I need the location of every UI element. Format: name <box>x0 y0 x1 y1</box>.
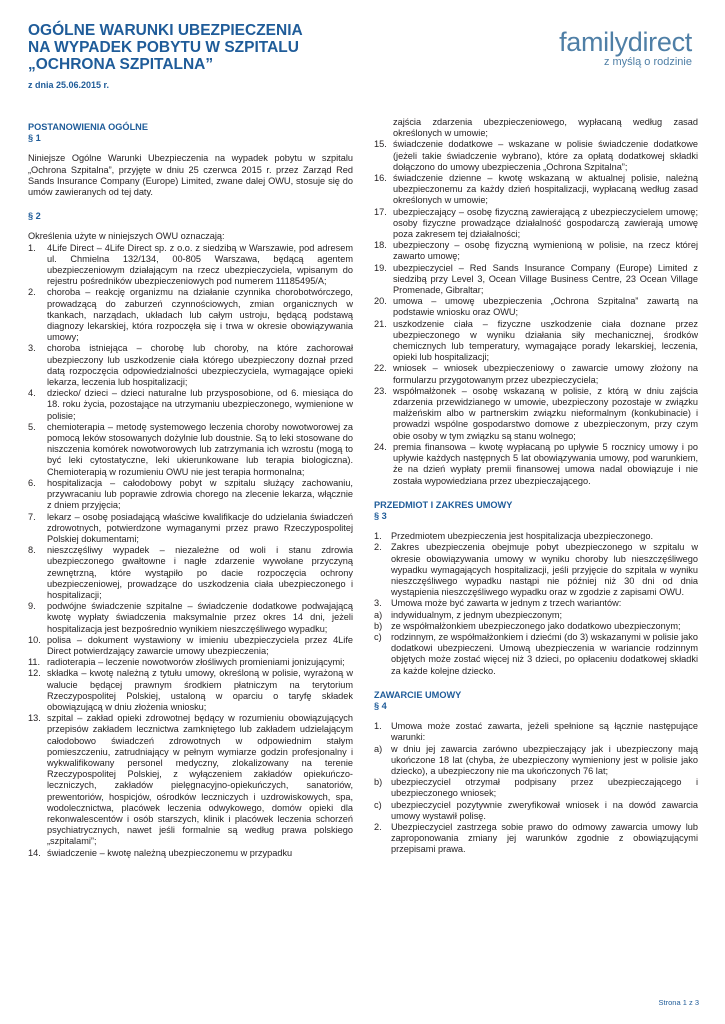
item-number: 5. <box>28 421 36 432</box>
title-line: „OCHRONA SZPITALNA” <box>28 56 214 73</box>
item-number: 4. <box>28 388 36 399</box>
item-text: Ubezpieczyciel zastrzega sobie prawo do odmowy zawarcia umowy lub zaproponowania zmiany jej warunków zgodnie z obowiązującymi przepisami prawa. <box>391 821 698 855</box>
section-heading: PRZEDMIOT I ZAKRES UMOWY <box>374 499 513 510</box>
item-number: 3. <box>28 343 36 354</box>
section4-list <box>374 721 698 855</box>
list-item <box>28 635 353 657</box>
item-number: 2. <box>28 287 36 298</box>
list-item <box>28 848 353 859</box>
item-text: ze współmałżonkiem ubezpieczonego jako dodatkowo ubezpieczonym; <box>391 620 681 631</box>
item-text: hospitalizacja – całodobowy pobyt w szpitalu służący zachowaniu, przywracaniu lub poprawie zdrowia chorego na zlecenie lekarza, włącznie z dniem przyjęcia; <box>47 477 353 511</box>
item-text: świadczenie – kwotę należną ubezpieczonemu w przypadku <box>47 847 293 858</box>
item-number: 20. <box>374 296 387 307</box>
item-text: ubezpieczyciel otrzymał podpisany przez ubezpieczającego i ubezpieczonego wniosek; <box>391 777 698 799</box>
item-number: 1. <box>374 721 382 732</box>
logo-name: familydirect <box>559 27 692 57</box>
item-number: a) <box>374 609 383 620</box>
item-number: 18. <box>374 240 387 251</box>
list-item <box>374 777 698 799</box>
list-item <box>374 632 698 677</box>
list-item <box>28 512 353 546</box>
item-text: indywidualnym, z jednym ubezpieczonym; <box>391 609 563 620</box>
item-number: 10. <box>28 634 41 645</box>
item-number: 21. <box>374 318 387 329</box>
list-item <box>28 713 353 847</box>
list-item <box>28 545 353 601</box>
list-item <box>374 721 698 743</box>
item-number: 1. <box>374 531 382 542</box>
page-number: Strona 1 z 3 <box>658 998 699 1007</box>
list-item <box>28 287 353 343</box>
item-number: 15. <box>374 139 387 150</box>
list-item <box>374 610 698 621</box>
definitions-list-continued <box>374 139 698 486</box>
list-item <box>28 668 353 713</box>
document-date: z dnia 25.06.2015 r. <box>28 80 110 90</box>
list-item <box>374 542 698 598</box>
list-item <box>374 207 698 241</box>
definitions-list <box>28 243 353 859</box>
item-text: Przedmiotem ubezpieczenia jest hospitalizacja ubezpieczonego. <box>391 531 653 542</box>
list-item <box>374 363 698 385</box>
list-item <box>374 598 698 609</box>
item-number: 9. <box>28 601 36 612</box>
item-number: 2. <box>374 821 382 832</box>
item-number: 23. <box>374 385 387 396</box>
item-text: rodzinnym, ze współmałżonkiem i dziećmi (do 3) wskazanymi w polisie jako dodatkowi ubezpieczeni. Umową ubezpieczenia w wariancie rodzinnym objętych może zostać więcej niż 3 dzieci, po opłaceniu dodatkowej składki za każde kolejne dziecko. <box>391 631 698 676</box>
item-number: b) <box>374 620 383 631</box>
item-text: choroba istniejąca – chorobę lub choroby, na które zachorował ubezpieczony lub uszkodzenie ciała którego ubezpieczony doznał przed datą rozpoczęcia odpowiedzialności ubezpieczyciela, wymagające opieki lekarza, leczenia lub hospitalizacji; <box>47 343 353 388</box>
left-column <box>28 122 353 859</box>
item-number: 17. <box>374 206 387 217</box>
item-number: 2. <box>374 542 382 553</box>
item-text: dziecko/ dzieci – dzieci naturalne lub przysposobione, od 6. miesiąca do 18. roku życia, pozostające na utrzymaniu ubezpieczonego, wymienione w polisie; <box>47 388 353 421</box>
paragraph-number: § 4 <box>374 700 387 711</box>
item-number: 6. <box>28 477 36 488</box>
list-item <box>374 442 698 487</box>
list-item <box>374 744 698 778</box>
item-text: świadczenie dzienne – kwotę wskazaną w aktualnej polisie, należną ubezpieczonemu za każdy dzień hospitalizacji, wypłacaną według zasad określonych w umowie; <box>393 173 698 206</box>
item-number: 24. <box>374 441 387 452</box>
item-text: w dniu jej zawarcia zarówno ubezpieczający jak i ubezpieczony mają ukończone 18 lat (chyba, że ubezpieczony wymieniony jest w polisie jako dziecko), a ubezpieczony nie ma ukończonych 76 lat; <box>391 743 698 776</box>
paragraph-number: § 1 <box>28 133 41 144</box>
item-number: 3. <box>374 598 382 609</box>
paragraph-number: § 2 <box>28 211 41 222</box>
list-item <box>374 319 698 364</box>
item-text: ubezpieczyciel – Red Sands Insurance Company (Europe) Limited z siedzibą przy Level 3, Ocean Village Business Centre, 23 Ocean Village Promenade, Gibraltar; <box>393 262 698 296</box>
item-text: choroba – reakcję organizmu na działanie czynnika chorobotwórczego, prowadzącą do zaburzeń czynnościowych, zmian organicznych w tkankach, narządach, układach lub całym ustroju, będącą podstawą diagnozy lekarskiej, która rozpoczęła się i trwa w okresie obowiązywania umowy; <box>47 287 353 343</box>
item-text: polisa – dokument wystawiony w imieniu ubezpieczyciela przez 4Life Direct potwierdzający zawarcie umowy ubezpieczenia; <box>47 634 353 656</box>
brand-logo <box>530 28 692 68</box>
item-text: ubezpieczyciel pozytywnie zweryfikował wniosek i na dowód zawarcia umowy wystawił polisę. <box>391 799 698 821</box>
item-text: chemioterapia – metodę systemowego leczenia choroby nowotworowej za pomocą leków stosowanych dożylnie lub doustnie. Są to leki stosowane do niszczenia komórek nowotworowych lub zatrzymania ich wzrostu (mogą to być leki cytostatyczne, leki ukierunkowane lub terapia biologiczna). Chemioterapią w rozumieniu OWU nie jest terapia hormonalna; <box>47 421 353 477</box>
item-number: a) <box>374 743 383 754</box>
document-title <box>28 22 348 73</box>
list-item <box>374 386 698 442</box>
section-heading: ZAWARCIE UMOWY <box>374 689 462 700</box>
item-text: radioterapia – leczenie nowotworów złośliwych promieniami jonizującymi; <box>47 657 345 668</box>
item-number: 13. <box>28 713 41 724</box>
item-text: szpital – zakład opieki zdrowotnej będący w rozumieniu obowiązujących przepisów zakładem lecznictwa zamkniętego lub zakładem udzielającym całodobowo świadczeń zdrowotnych w odpowiednim stałym pomieszczeniu, zatrudniający w pełnym wymiarze godzin profesjonalny i wykwalifikowany personel medyczny, zlokalizowany na terenie Rzeczypospolitej Polskiej, z wyłączeniem zakładów opiekuńczo-leczniczych, zakładów pielęgnacyjno-opiekuńczych, sanatoriów, prewentoriów, hospicjów, ośrodków leczniczych i uzdrowiskowych, spa, wodolecznictwa, placówek leczenia odwykowego, domów opieki dla rekonwalescentów i osób starszych, klinik i placówek leczenia schorzeń psychiatrycznych, nawet jeśli formalnie są według prawa polskiego „szpitalami”; <box>47 713 353 847</box>
list-item <box>28 657 353 668</box>
list-item <box>374 800 698 822</box>
item-number: 12. <box>28 668 41 679</box>
item-text: 4Life Direct – 4Life Direct sp. z o.o. z siedzibą w Warszawie, pod adresem ul. Chmielna 132/134, 00-805 Warszawa, będącą agentem ubezpieczeniowym działającym na rzecz ubezpieczyciela, wpisanym do rejestru pośredników ubezpieczeniowych pod numerem 11185495/A; <box>47 242 353 287</box>
list-item <box>28 601 353 635</box>
item-text: ubezpieczający – osobę fizyczną zawierającą z ubezpieczycielem umowę; osoby fizyczne prowadzące działalność gospodarczą zawierają umowę poza zakresem tej działalności; <box>393 206 698 240</box>
list-item <box>374 296 698 318</box>
item-number: 1. <box>28 242 36 253</box>
item-text: nieszczęśliwy wypadek – niezależne od woli i stanu zdrowia ubezpieczonego gwałtowne i nagłe zdarzenie wywołane przyczyną zewnętrzną, które wystąpiło po dacie rozpoczęcia ochrony ubezpieczeniowej, prowadzące do uszkodzenia ciała ubezpieczonego i hospitalizacji; <box>47 545 353 600</box>
title-line: OGÓLNE WARUNKI UBEZPIECZENIA <box>28 22 303 39</box>
item-text: umowa – umowę ubezpieczenia „Ochrona Szpitalna” zawartą na podstawie wniosku oraz OWU; <box>393 296 698 318</box>
section3-list <box>374 531 698 677</box>
item-text: współmałżonek – osobę wskazaną w polisie, z którą w dniu zajścia zdarzenia przewidzianego w umowie, ubezpieczony pozostaje w związku małżeńskim albo w partnerskim związku nieformalnym (konkubinacie) i prowadzi wspólne gospodarstwo domowe z ubezpieczonym, przy czym obie osoby w tym związku są stanu wolnego; <box>393 385 698 441</box>
title-line: NA WYPADEK POBYTU W SZPITALU <box>28 39 299 56</box>
list-item <box>28 388 353 422</box>
list-item <box>374 240 698 262</box>
item-text: podwójne świadczenie szpitalne – świadczenie dodatkowe podwajającą kwotę wypłaty świadczenia maksymalnie przez okres 14 dni, jeżeli hospitalizacja jest bezpośrednio wynikiem nieszczęśliwego wypadku; <box>47 601 353 634</box>
item-number: 22. <box>374 363 387 374</box>
section-heading: POSTANOWIENIA OGÓLNE <box>28 122 148 132</box>
item-text: składka – kwotę należną z tytułu umowy, określoną w polisie, wyrażoną w walucie będącej prawnym środkiem płatniczym na terytorium Rzeczypospolitej Polskiej, ustaloną w oparciu o taryfę składek obowiązującą w dniu złożenia wniosku; <box>47 668 353 712</box>
section-intro: Określenia użyte w niniejszych OWU oznaczają: <box>28 231 225 242</box>
list-item <box>28 343 353 388</box>
item-number: 8. <box>28 545 36 556</box>
item-text: premia finansowa – kwotę wypłacaną po upływie 5 rocznicy umowy i po upływie każdych następnych 5 lat obowiązywania umowy, pod warunkiem, że na dzień wypłaty premii finansowej umowa nadal obowiązuje i nie została wypowiedziana przez ubezpieczającego. <box>393 441 698 486</box>
list-item <box>374 621 698 632</box>
item-number: 11. <box>28 657 41 668</box>
item-text: Umowa może być zawarta w jednym z trzech wariantów: <box>391 598 622 609</box>
logo-tagline: z myślą o rodzinie <box>603 56 692 68</box>
item-number: c) <box>374 799 382 810</box>
paragraph-number: § 3 <box>374 510 387 521</box>
item-number: 19. <box>374 262 387 273</box>
continued-text: zajścia zdarzenia ubezpieczeniowego, wypłacaną według zasad określonych w umowie; <box>393 117 698 139</box>
list-item <box>28 243 353 288</box>
item-text: lekarz – osobę posiadającą właściwe kwalifikacje do udzielania świadczeń zdrowotnych, potwierdzone wymaganymi przez prawo Rzeczypospolitej Polskiej dokumentami; <box>47 511 353 544</box>
item-number: 14. <box>28 847 41 858</box>
section-text: Niniejsze Ogólne Warunki Ubezpieczenia na wypadek pobytu w szpitalu „Ochrona Szpitalna”, przyjęte w dniu 25 czerwca 2015 r. przez Zarząd Red Sands Insurance Company (Europe) Limited, zwane dalej OWU, stosuje się do umów zawieranych od tej daty. <box>28 153 353 198</box>
list-item <box>374 263 698 297</box>
item-number: c) <box>374 631 382 642</box>
list-item <box>374 531 698 542</box>
item-number: 16. <box>374 173 387 184</box>
item-text: Umowa może zostać zawarta, jeżeli spełnione są łącznie następujące warunki: <box>391 721 698 743</box>
item-text: wniosek – wniosek ubezpieczeniowy o zawarcie umowy złożony na formularzu przygotowanym przez ubezpieczyciela; <box>393 363 698 385</box>
item-text: uszkodzenie ciała – fizyczne uszkodzenie ciała doznane przez ubezpieczonego w wyniku działania siły mechanicznej, środków chemicznych lub temperatury, wymagające porady lekarskiej, leczenia, opieki lub hospitalizacji; <box>393 318 698 363</box>
list-item <box>374 139 698 173</box>
right-column <box>374 117 698 856</box>
list-item <box>374 822 698 856</box>
list-item <box>28 478 353 512</box>
item-number: 7. <box>28 511 36 522</box>
item-text: świadczenie dodatkowe – wskazane w polisie świadczenie dodatkowe (jeżeli takie świadczenie wybrano), które za opłatą dodatkowej składki dołączono do umowy ubezpieczenia „Ochrona Szpitalna”; <box>393 139 698 172</box>
list-item <box>374 173 698 207</box>
item-text: Zakres ubezpieczenia obejmuje pobyt ubezpieczonego w szpitalu w okresie obowiązywania umowy w wyniku choroby lub nieszczęśliwego wypadku wymagających hospitalizacji, jeśli przyjęcie do szpitala w wyniku nieszczęśliwego wypadku nastąpi nie później niż 30 dni od dnia wystąpienia nieszczęśliwego wypadku oraz w zgodzie z zapisami OWU. <box>391 542 698 598</box>
item-number: b) <box>374 777 383 788</box>
list-item <box>28 422 353 478</box>
item-text: ubezpieczony – osobę fizyczną wymienioną w polisie, na rzecz której zawarto umowę; <box>393 240 698 262</box>
